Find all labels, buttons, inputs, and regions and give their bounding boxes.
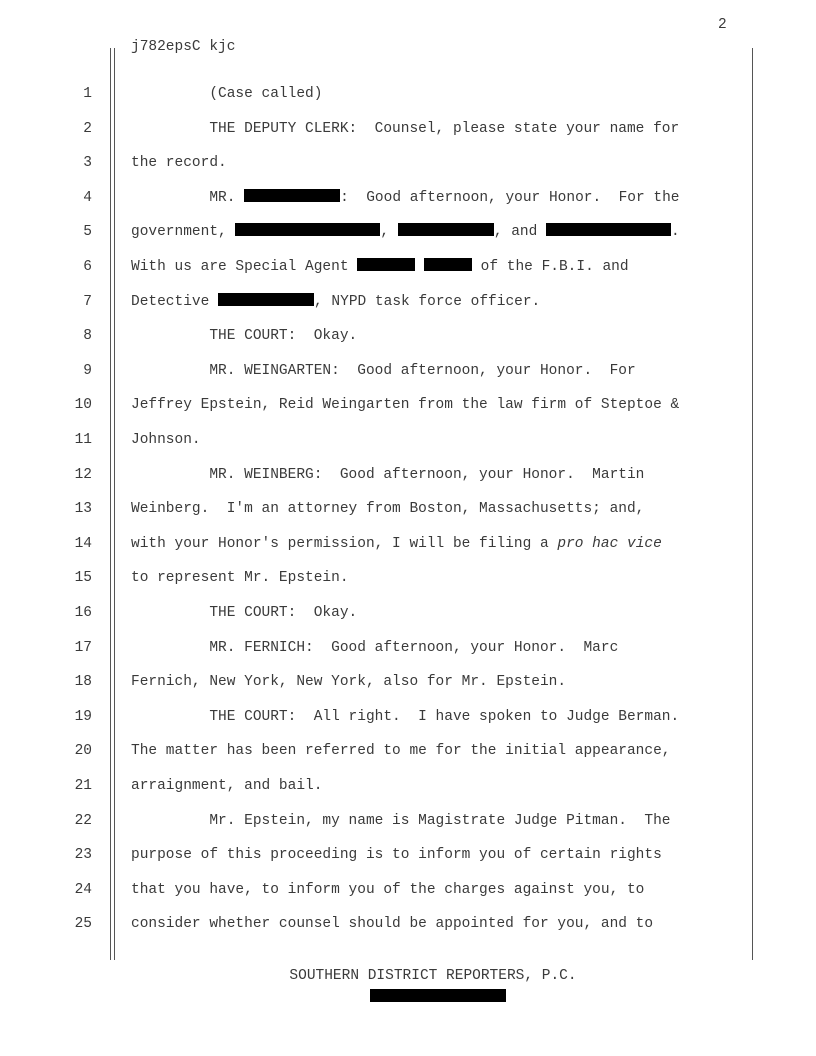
transcript-line xyxy=(0,638,816,658)
line-text-segment: : Good afternoon, your Honor. For the xyxy=(340,189,680,206)
transcript-line xyxy=(0,119,816,139)
line-text-segment: THE COURT: Okay. xyxy=(131,328,358,345)
line-text-segment: Jeffrey Epstein, Reid Weingarten from the law firm of Steptoe & xyxy=(131,397,680,414)
line-number: 23 xyxy=(74,847,92,864)
line-text xyxy=(131,776,322,796)
line-text-segment: consider whether counsel should be appointed for you, and to xyxy=(131,916,654,933)
transcript-line xyxy=(0,603,816,623)
line-text xyxy=(131,188,679,208)
line-number: 16 xyxy=(74,605,92,621)
line-text xyxy=(131,811,671,831)
line-text-segment: THE DEPUTY CLERK: Counsel, please state your name for xyxy=(131,120,680,137)
line-text-segment: MR. WEINGARTEN: Good afternoon, your Honor. For xyxy=(131,362,636,379)
line-number: 14 xyxy=(74,535,92,552)
transcript-line xyxy=(0,776,816,796)
line-text-segment: (Case called) xyxy=(131,86,323,102)
transcript-line xyxy=(0,568,816,588)
line-text-segment: purpose of this proceeding is to inform you of certain rights xyxy=(131,847,662,864)
line-text-segment: THE COURT: All right. I have spoken to Judge Berman. xyxy=(131,708,680,725)
line-text xyxy=(131,603,357,623)
line-number: 24 xyxy=(74,881,92,898)
line-text xyxy=(131,326,357,346)
line-text xyxy=(131,395,679,415)
transcript-line xyxy=(0,361,816,381)
line-text-segment: . xyxy=(671,224,680,241)
line-text-segment: THE COURT: Okay. xyxy=(131,605,358,621)
line-number: 10 xyxy=(74,397,92,414)
line-number: 19 xyxy=(74,708,92,725)
line-text-segment: government, xyxy=(131,224,236,241)
redaction-block xyxy=(357,258,415,271)
line-text xyxy=(131,119,679,139)
line-text-segment: Weinberg. I'm an attorney from Boston, Massachusetts; and, xyxy=(131,501,645,518)
line-number: 12 xyxy=(74,466,92,483)
line-text xyxy=(131,153,227,173)
footer-redaction xyxy=(370,989,506,1002)
transcript-line xyxy=(0,292,816,312)
transcript-line xyxy=(0,707,816,727)
redaction-block xyxy=(218,293,314,306)
line-text-segment: Detective xyxy=(131,293,219,310)
line-text-segment: Johnson. xyxy=(131,432,201,448)
transcript-line xyxy=(0,534,816,554)
line-text-segment: Mr. Epstein, my name is Magistrate Judge Pitman. The xyxy=(131,812,671,829)
transcript-line xyxy=(0,845,816,865)
line-number: 17 xyxy=(74,639,92,656)
line-text-segment: The matter has been referred to me for the initial appearance, xyxy=(131,743,671,760)
line-text-segment: Fernich, New York, New York, also for Mr. Epstein. xyxy=(131,674,567,691)
redaction-block xyxy=(235,223,380,236)
line-number: 11 xyxy=(74,432,92,448)
line-text xyxy=(131,84,322,104)
transcript-line xyxy=(0,672,816,692)
line-number: 3 xyxy=(83,155,92,172)
line-text xyxy=(131,638,618,658)
line-number: 9 xyxy=(83,362,92,379)
line-number: 6 xyxy=(83,259,92,275)
line-text-segment: MR. xyxy=(131,189,245,206)
transcript-line xyxy=(0,188,816,208)
line-number: 1 xyxy=(83,86,92,102)
line-text-segment: MR. WEINBERG: Good afternoon, your Honor. Martin xyxy=(131,466,645,483)
line-number: 4 xyxy=(83,189,92,206)
line-text-segment: that you have, to inform you of the charges against you, to xyxy=(131,881,645,898)
line-text xyxy=(131,430,201,450)
transcript-line xyxy=(0,741,816,761)
line-number: 8 xyxy=(83,328,92,345)
header-code: j782epsC kjc xyxy=(131,39,236,55)
transcript-line xyxy=(0,395,816,415)
line-text xyxy=(131,499,644,519)
line-text xyxy=(131,845,662,865)
line-number: 13 xyxy=(74,501,92,518)
line-number: 21 xyxy=(74,778,92,794)
line-text xyxy=(131,222,680,242)
line-text-segment: of the F.B.I. and xyxy=(471,259,629,275)
transcript-line xyxy=(0,914,816,934)
line-text xyxy=(131,534,662,554)
line-text xyxy=(131,568,349,588)
line-text-segment: the record. xyxy=(131,155,227,172)
transcript-line xyxy=(0,811,816,831)
line-number: 7 xyxy=(83,293,92,310)
transcript-line xyxy=(0,257,816,277)
line-text xyxy=(131,741,671,761)
line-text xyxy=(131,880,644,900)
redaction-block xyxy=(398,223,494,236)
transcript-line xyxy=(0,153,816,173)
line-text xyxy=(131,292,540,312)
line-text-segment: , xyxy=(380,224,398,241)
redaction-block xyxy=(546,223,671,236)
transcript-line xyxy=(0,465,816,485)
transcript-line xyxy=(0,222,816,242)
line-text-segment: With us are Special Agent xyxy=(131,259,358,275)
line-text-segment: to represent Mr. Epstein. xyxy=(131,570,349,587)
transcript-line xyxy=(0,499,816,519)
redaction-block xyxy=(424,258,472,271)
line-number: 5 xyxy=(83,224,92,241)
line-text-segment xyxy=(415,259,424,275)
line-text xyxy=(131,914,653,934)
line-text-segment: , NYPD task force officer. xyxy=(314,293,541,310)
line-number: 18 xyxy=(74,674,92,691)
line-text-segment: MR. FERNICH: Good afternoon, your Honor. Marc xyxy=(131,639,619,656)
footer-reporter: SOUTHERN DISTRICT REPORTERS, P.C. xyxy=(289,968,577,984)
line-number: 15 xyxy=(74,570,92,587)
line-text xyxy=(131,257,629,277)
line-text-segment: arraignment, and bail. xyxy=(131,778,323,794)
line-text xyxy=(131,707,679,727)
line-text xyxy=(131,465,644,485)
line-number: 25 xyxy=(74,916,92,933)
line-text xyxy=(131,361,636,381)
redaction-block xyxy=(244,189,340,202)
transcript-line xyxy=(0,430,816,450)
line-text xyxy=(131,672,566,692)
line-text-segment: with your Honor's permission, I will be filing a xyxy=(131,535,558,552)
line-text-segment: , and xyxy=(493,224,547,241)
line-number: 2 xyxy=(83,120,92,137)
italic-phrase: pro hac vice xyxy=(557,535,662,552)
line-number: 22 xyxy=(74,812,92,829)
page-number: 2 xyxy=(718,17,727,33)
transcript-line xyxy=(0,84,816,104)
transcript-line xyxy=(0,326,816,346)
line-number: 20 xyxy=(74,743,92,760)
transcript-line xyxy=(0,880,816,900)
